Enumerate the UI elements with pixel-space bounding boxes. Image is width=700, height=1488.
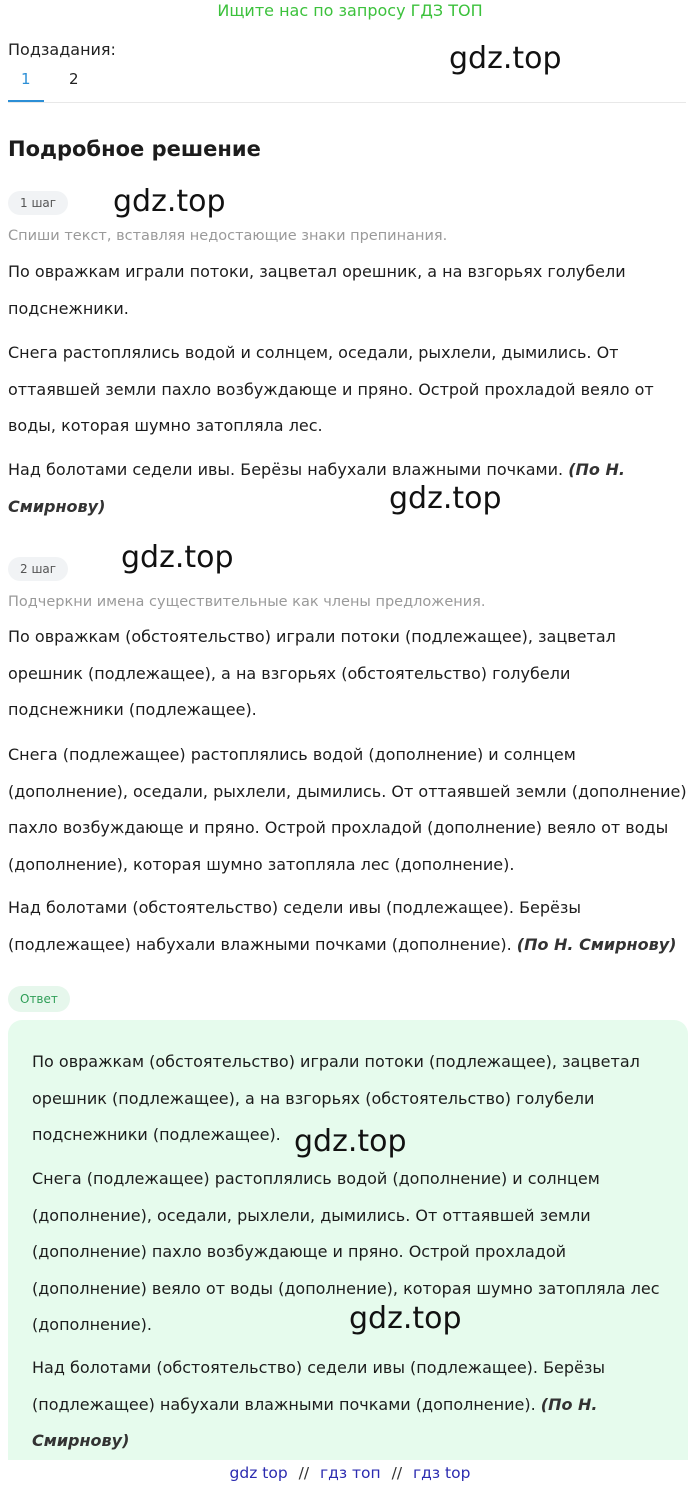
tab-subtask-1[interactable]: 1 — [21, 70, 31, 88]
watermark: gdz.top — [113, 184, 226, 219]
step-2-paragraph-1: По овражкам (обстоятельство) играли потоки (подлежащее), зацветал орешник (подлежащее), а на взгорьях (обстоятельство) голубели подснежники (подлежащее). — [8, 627, 616, 719]
source-citation: (По Н. Смирнову) — [32, 1394, 598, 1450]
step-1-paragraph-3: Над болотами седели ивы. Берёзы набухали влажными почками. (По Н. Смирнову) — [8, 460, 625, 516]
step-1-paragraph-2: Снега растоплялись водой и солнцем, оседали, рыхлели, дымились. От оттаявшей земли пахло возбуждающе и пряно. Острой прохладой веяло от воды, которая шумно затопляла лес. — [8, 343, 654, 435]
step-2-hint: Подчеркни имена существительные как члены предложения. — [8, 594, 486, 610]
watermark: gdz.top — [389, 481, 502, 516]
tab-subtask-2[interactable]: 2 — [69, 70, 79, 88]
source-citation: (По Н. Смирнову) — [8, 460, 625, 516]
step-2-paragraph-3: Над болотами (обстоятельство) седели ивы (подлежащее). Берёзы (подлежащее) набухали влажными почками (дополнение). (По Н. Смирнову) — [8, 898, 677, 954]
promo-banner: Ищите нас по запросу ГДЗ ТОП — [217, 1, 483, 20]
watermark: gdz.top — [294, 1124, 407, 1159]
watermark: gdz.top — [349, 1301, 462, 1336]
answer-paragraph-3: Над болотами (обстоятельство) седели ивы (подлежащее). Берёзы (подлежащее) набухали влажными почками (дополнение). (По Н. Смирнову) — [32, 1358, 606, 1450]
footer-link-gdz-top[interactable]: gdz top — [229, 1464, 288, 1482]
footer-link-gdz-top-ru[interactable]: гдз топ — [320, 1464, 381, 1482]
subtask-tabs — [8, 62, 686, 103]
subtasks-label: Подзадания: — [8, 40, 116, 59]
answer-paragraph-2: Снега (подлежащее) растоплялись водой (дополнение) и солнцем (дополнение), оседали, рыхлели, дымились. От оттаявшей земли (дополнение) пахло возбуждающе и пряно. Острой прохладой (дополнение) веяло от воды (дополнение), которая шумно затопляла лес (дополнение). — [32, 1169, 660, 1334]
answer-paragraph-1: По овражкам (обстоятельство) играли потоки (подлежащее), зацветал орешник (подлежащее), а на взгорьях (обстоятельство) голубели подснежники (подлежащее). — [32, 1052, 640, 1144]
footer-links — [0, 1462, 700, 1484]
source-citation: (По Н. Смирнову) — [516, 934, 677, 954]
solution-title: Подробное решение — [8, 137, 261, 161]
footer-link-gdz-top-mixed[interactable]: гдз top — [413, 1464, 471, 1482]
watermark: gdz.top — [121, 540, 234, 575]
footer-separator: // — [298, 1464, 310, 1482]
active-tab-indicator — [8, 100, 44, 102]
watermark: gdz.top — [449, 41, 562, 76]
step-1-paragraph-1: По овражкам играли потоки, зацветал орешник, а на взгорьях голубели подснежники. — [8, 262, 626, 318]
footer-separator: // — [391, 1464, 403, 1482]
step-2-paragraph-2: Снега (подлежащее) растоплялись водой (дополнение) и солнцем (дополнение), оседали, рыхлели, дымились. От оттаявшей земли (дополнение) пахло возбуждающе и пряно. Острой прохладой (дополнение) веяло от воды (дополнение), которая шумно затопляла лес (дополнение). — [8, 745, 687, 874]
step-2-badge: 2 шаг — [8, 557, 68, 581]
step-1-hint: Спиши текст, вставляя недостающие знаки препинания. — [8, 228, 448, 244]
step-1-badge: 1 шаг — [8, 191, 68, 215]
answer-badge: Ответ — [8, 986, 70, 1012]
